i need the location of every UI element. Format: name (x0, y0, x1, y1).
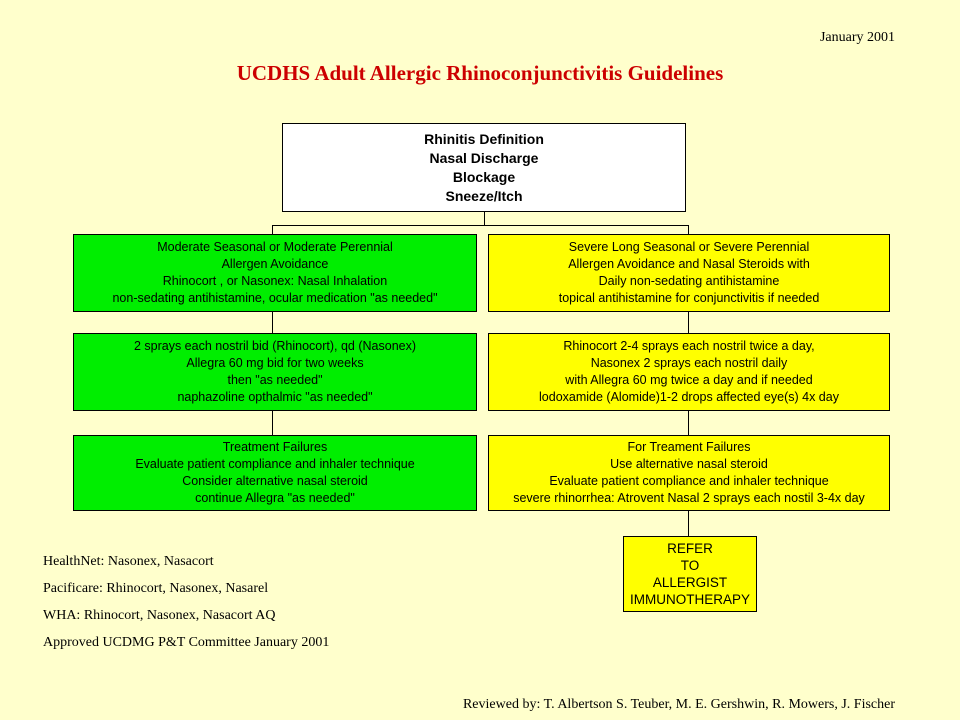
box-line: Allergen Avoidance and Nasal Steroids with (568, 257, 810, 271)
box-line: TO (680, 558, 700, 573)
refer-allergist-box (623, 536, 757, 612)
box-line: ALLERGIST (652, 575, 728, 590)
rhinitis-definition-box (282, 123, 686, 212)
box-line: IMMUNOTHERAPY (629, 592, 750, 607)
connector-line (272, 411, 273, 435)
reviewed-by-footer: Reviewed by: T. Albertson S. Teuber, M. E. Gershwin, R. Mowers, J. Fischer (462, 697, 895, 712)
connector-line (688, 411, 689, 435)
box-line: Nasonex 2 sprays each nostril daily (590, 356, 788, 370)
box-line: Allegra 60 mg bid for two weeks (186, 356, 364, 370)
box-line: Use alternative nasal steroid (610, 457, 768, 471)
box-line: continue Allegra "as needed" (195, 491, 355, 505)
box-line: non-sedating antihistamine, ocular medication "as needed" (112, 291, 438, 305)
box-line: Blockage (452, 168, 516, 185)
severe-step2-box (488, 333, 890, 411)
connector-line (688, 511, 689, 536)
box-line: Severe Long Seasonal or Severe Perennial (568, 240, 810, 254)
note-line: Approved UCDMG P&T Committee January 2001 (43, 635, 330, 650)
connector-line (688, 225, 689, 234)
box-line: Allergen Avoidance (221, 257, 329, 271)
severe-step3-box (488, 435, 890, 511)
severe-step1-box (488, 234, 890, 312)
page-title: UCDHS Adult Allergic Rhinoconjunctivitis Guidelines (236, 61, 724, 85)
moderate-step1-box (73, 234, 477, 312)
date-label: January 2001 (819, 30, 895, 45)
note-line: Pacificare: Rhinocort, Nasonex, Nasarel (43, 581, 269, 596)
box-line: naphazoline opthalmic "as needed" (177, 390, 373, 404)
box-line: Consider alternative nasal steroid (182, 474, 368, 488)
box-line: Rhinocort , or Nasonex: Nasal Inhalation (162, 274, 388, 288)
box-line: Moderate Seasonal or Moderate Perennial (157, 240, 393, 254)
box-line: REFER (667, 541, 713, 556)
box-line: Treatment Failures (222, 440, 328, 454)
box-line: lodoxamide (Alomide)1-2 drops affected eye(s) 4x day (539, 390, 839, 404)
connector-line (272, 225, 273, 234)
connector-line (272, 225, 689, 226)
connector-line (272, 312, 273, 333)
box-line: with Allegra 60 mg twice a day and if needed (565, 373, 813, 387)
box-line: Evaluate patient compliance and inhaler technique (549, 474, 829, 488)
box-line: Rhinitis Definition (424, 130, 544, 147)
moderate-step3-box (73, 435, 477, 511)
box-line: severe rhinorrhea: Atrovent Nasal 2 sprays each nostil 3-4x day (513, 491, 865, 505)
box-line: For Treament Failures (627, 440, 751, 454)
box-line: 2 sprays each nostril bid (Rhinocort), qd (Nasonex) (133, 339, 417, 353)
connector-line (688, 312, 689, 333)
moderate-step2-box (73, 333, 477, 411)
box-line: Evaluate patient compliance and inhaler technique (135, 457, 415, 471)
box-line: topical antihistamine for conjunctivitis if needed (558, 291, 820, 305)
box-line: Sneeze/Itch (445, 187, 523, 204)
note-line: HealthNet: Nasonex, Nasacort (43, 554, 214, 569)
connector-line (484, 212, 485, 226)
box-line: Daily non-sedating antihistamine (598, 274, 780, 288)
box-line: then "as needed" (227, 373, 323, 387)
formulary-notes (43, 548, 329, 656)
note-line: WHA: Rhinocort, Nasonex, Nasacort AQ (43, 608, 276, 623)
box-line: Rhinocort 2-4 sprays each nostril twice a day, (563, 339, 815, 353)
box-line: Nasal Discharge (429, 149, 539, 166)
